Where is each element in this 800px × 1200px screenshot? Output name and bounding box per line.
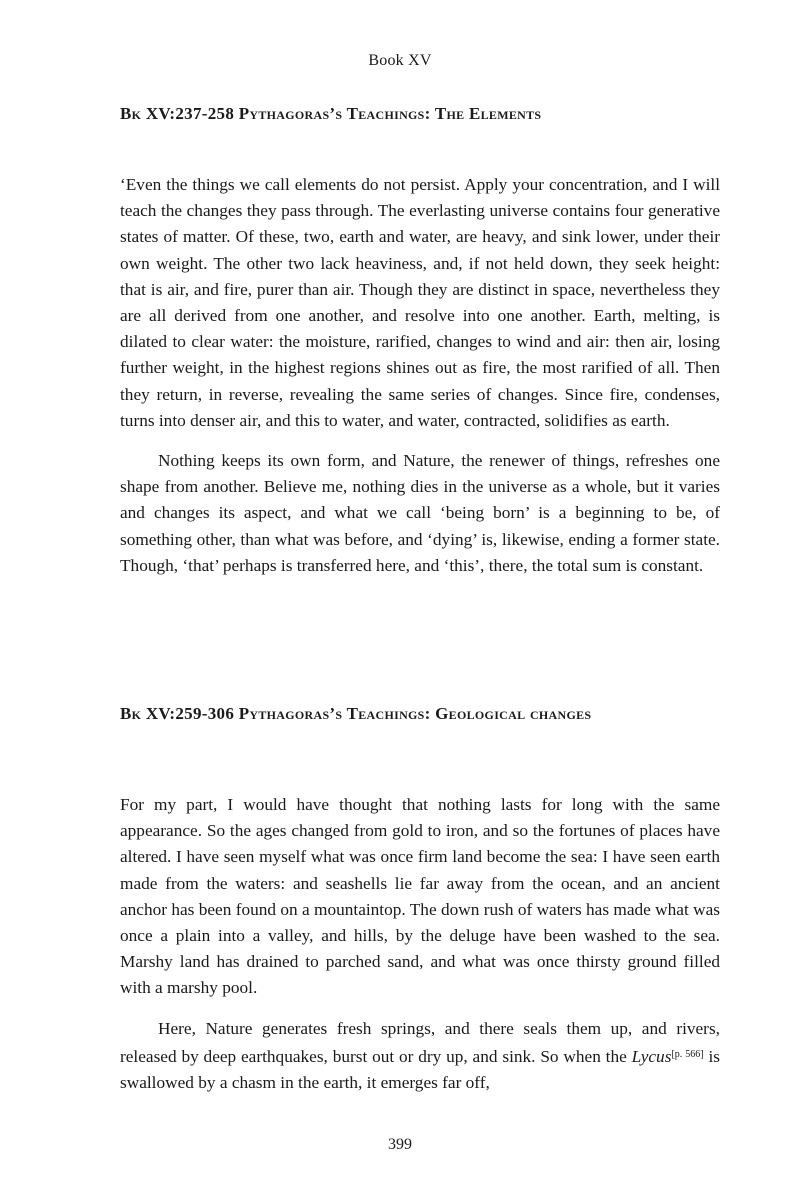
paragraph: Nothing keeps its own form, and Nature, the renewer of things, refreshes one shape from another. Believe me, nothing dies in the universe as a whole, but it varies and changes its aspect, and what we call ‘being born’ is a beginning to be, of something other, than what was before, and ‘dying’ is, likewise, ending a former state. Though, ‘that’ perhaps is transferred here, and ‘this’, there, the total sum is constant.	[120, 451, 720, 575]
river-name-lycus: Lycus	[631, 1046, 672, 1066]
section-body-elements	[120, 172, 720, 579]
page-reference: [p. 566]	[671, 1048, 704, 1060]
paragraph	[120, 1016, 720, 1097]
paragraph: For my part, I would have thought that nothing lasts for long with the same appearance. So the ages changed from gold to iron, and so the fortunes of places have altered. I have seen myself what was once firm land become the sea: I have seen earth made from the waters: and seashells lie far away from the ocean, and an ancient anchor has been found on a mountaintop. The down rush of waters has made what was once a plain into a valley, and hills, by the deluge have been washed to the sea. Marshy land has drained to parched sand, and what was once thirsty ground filled with a marshy pool.	[120, 795, 720, 998]
section-heading-elements: Bk XV:237-258 Pythagoras’s Teachings: The Elements	[120, 104, 542, 123]
running-head: Book XV	[368, 52, 432, 69]
page-number: 399	[388, 1136, 412, 1153]
section-heading-geological-changes: Bk XV:259-306 Pythagoras’s Teachings: Geological changes	[120, 704, 592, 723]
paragraph: ‘Even the things we call elements do not persist. Apply your concentration, and I will teach the changes they pass through. The everlasting universe contains four generative states of matter. Of these, two, earth and water, are heavy, and sink lower, under their own weight. The other two lack heaviness, and, if not held down, they seek height: that is air, and fire, purer than air. Though they are distinct in space, nevertheless they are all derived from one another, and resolve into one another. Earth, melting, is dilated to clear water: the moisture, rarified, changes to wind and air: then air, losing further weight, in the highest regions shines out as fire, the most rarified of all. Then they return, in reverse, revealing the same series of changes. Since fire, condenses, turns into denser air, and this to water, and water, contracted, solidifies as earth.	[120, 175, 720, 430]
paragraph-text: is swallowed by a chasm in the earth, it emerges far off,	[120, 1046, 720, 1093]
section-body-geological-changes	[120, 792, 720, 1096]
paragraph-text: Here, Nature generates fresh springs, and there seals them up, and rivers, released by deep earthquakes, burst out or dry up, and sink. So when the	[120, 1018, 720, 1066]
